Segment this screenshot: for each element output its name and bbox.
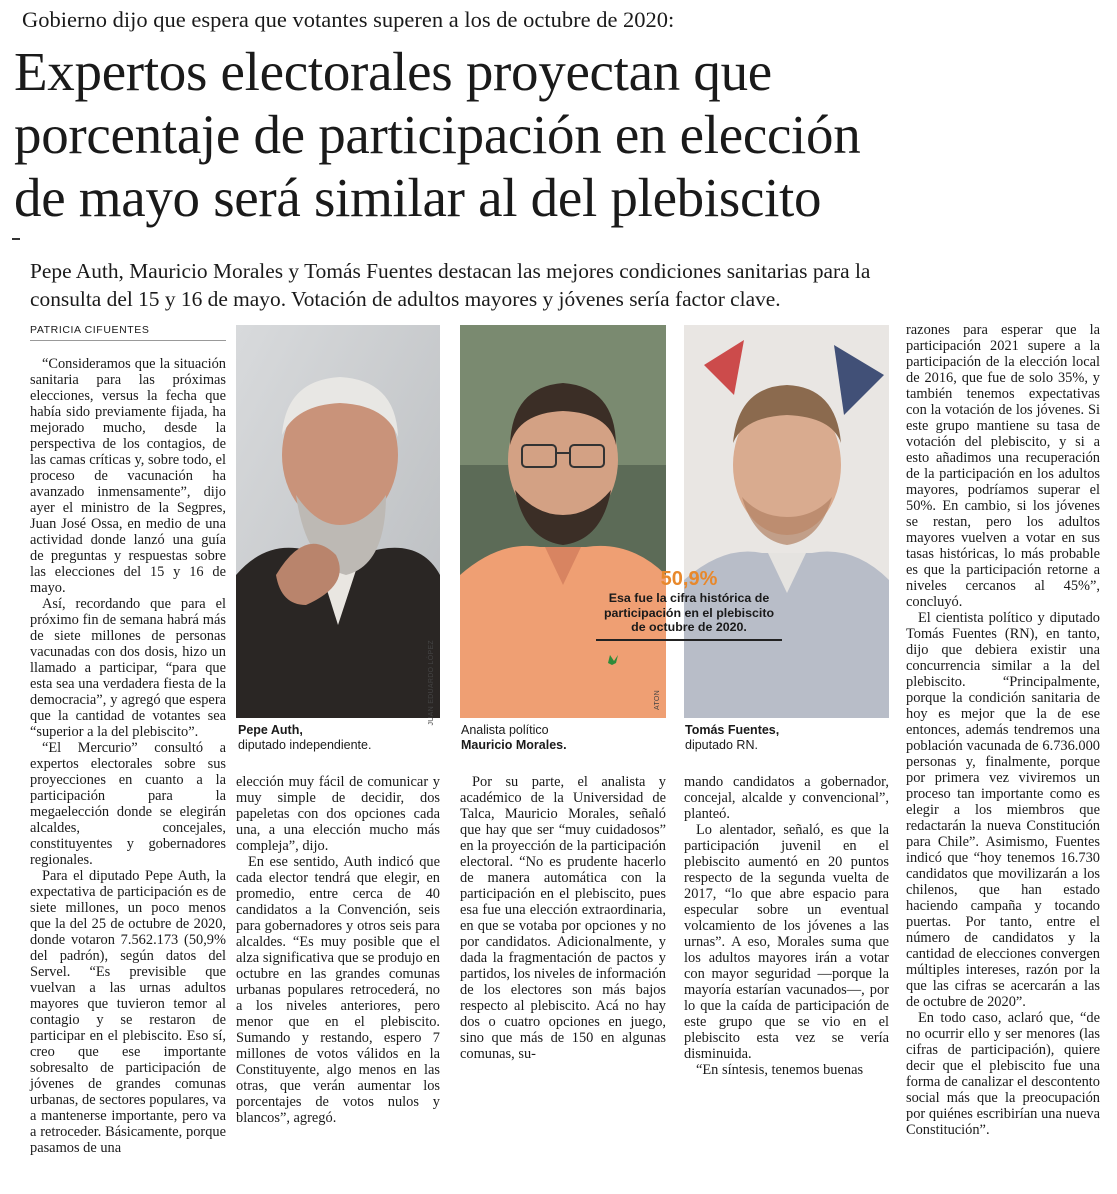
headline-line: de mayo será similar al del plebiscito (14, 167, 822, 228)
photo-credit: ATON (654, 690, 661, 710)
caption-name: Pepe Auth, (238, 723, 303, 737)
photo-credit: JUAN EDUARDO LÓPEZ (428, 640, 435, 726)
photo-mauricio-morales (460, 325, 666, 718)
headline-line: Expertos electorales proyectan que (14, 41, 772, 102)
photo-tomas-fuentes (684, 325, 889, 718)
article-kicker: Gobierno dijo que espera que votantes superen a los de octubre de 2020: (22, 7, 675, 32)
paragraph: razones para esperar que la participación 2021 supere a la participación de la elección local de 2016, que fue de solo 35%, y también tenemos expectativas con la votación de los jóvenes. Si este grupo mantiene su tasa de votación del plebiscito, y si a esto añadimos una recuperación de la participación en los adultos mayores, podríamos superar el 50%. En cambio, si los jóvenes se restan, pero los adultos mayores vuelven a votar en sus tasas históricas, lo más probable es que la participación retorne a niveles cercanos al 45%”, concluyó. (906, 322, 1100, 610)
caption-pepe-auth (238, 723, 438, 753)
decorative-tick (12, 238, 20, 240)
paragraph: Lo alentador, señaló, es que la participación juvenil en el plebiscito aumentó en 20 puntos respecto de la segunda vuelta de 2017, “lo que abre espacio para especular sobre un eventual volcamiento de los jóvenes a las urnas”. A eso, Morales suma que los adultos mayores irán a votar con mayor seguridad —porque la mayoría estarían vacunados—, por lo que la caída de participación de este grupo que se vio en el plebiscito esta vez se vería disminuida. (684, 822, 889, 1062)
callout-number: 50,9% (660, 568, 718, 590)
deck (30, 257, 1100, 313)
paragraph: elección muy fácil de comunicar y muy simple de decidir, dos papeletas con dos opciones cada una, a una elección mucho más compleja”, dijo. (236, 774, 440, 854)
caption-name: Mauricio Morales. (461, 738, 567, 752)
paragraph: mando candidatos a gobernador, concejal, alcalde y convencional”, planteó. (684, 774, 889, 822)
caption-mauricio-morales (461, 723, 661, 753)
text-column-3 (460, 774, 666, 1062)
callout-text: Esa fue la cifra histórica de participación en el plebiscito de octubre de 2020. (603, 591, 775, 634)
callout-box (596, 567, 782, 641)
paragraph: Así, recordando que para el próximo fin de semana habrá más de siete millones de personas vacunadas con dos dosis, hizo un llamado a participar, “para que esta sea una verdadera fiesta de la democracia”, y agregó que espera que la cantidad de votantes sea “superior a la del plebiscito”. (30, 596, 226, 740)
headline-line: porcentaje de participación en elección (14, 104, 861, 165)
paragraph: El cientista político y diputado Tomás Fuentes (RN), en tanto, dijo que debiera existir una concurrencia similar a la del plebiscito. “Principalmente, porque la condición sanitaria de hoy es mejor que la de ese entonces, además tendremos una población vacunada de 6.736.000 personas y, finalmente, porque por primera vez viviremos un proceso tan importante como es elegir a los miembros que redactarán la nueva Constitución para Chile”. Asimismo, Fuentes indicó que “hoy tenemos 16.730 candidatos que movilizarán a los chilenos, que han estado haciendo campaña y tocando puertas. Por tanto, entre el número de candidatos y la cantidad de elecciones convergen múltiples intereses, razón por la que las cifras se acercarán a las de octubre de 2020”. (906, 610, 1100, 1010)
paragraph: Por su parte, el analista y académico de la Universidad de Talca, Mauricio Morales, señaló que hay que ser “muy cuidadosos” en la proyección de la participación electoral. “No es prudente hacerlo de manera automática con la participación en el plebiscito, pues esa fue una elección extraordinaria, en que se votaba por opciones y no por candidatos. Adicionalmente, y dada la fragmentación de pactos y partidos, los niveles de información de los electores son más bajos respecto al plebiscito. Acá no hay dos o cuatro opciones en juego, sino que más de 150 en algunas comunas, su- (460, 774, 666, 1062)
deck-line: consulta del 15 y 16 de mayo. Votación de adultos mayores y jóvenes sería factor clave. (30, 287, 781, 311)
text-column-5 (906, 322, 1100, 1138)
caption-role: Analista político (461, 723, 549, 737)
deck-line: Pepe Auth, Mauricio Morales y Tomás Fuentes destacan las mejores condiciones sanitarias para la (30, 259, 871, 283)
caption-role: diputado independiente. (238, 738, 372, 752)
paragraph: “Consideramos que la situación sanitaria para las próximas elecciones, versus la fecha que había sido previamente fijada, ha mejorado mucho, desde la perspectiva de los contagios, de las camas críticas y, sobre todo, el proceso de vacunación ha avanzado inmensamente”, dijo ayer el ministro de la Segpres, Juan José Ossa, en medio de una actividad donde lanzó una guía de preguntas y respuestas sobre las elecciones del 15 y 16 de mayo. (30, 356, 226, 596)
byline-rule (30, 340, 226, 341)
caption-tomas-fuentes (685, 723, 885, 753)
paragraph: “El Mercurio” consultó a expertos electorales sobre sus proyecciones en cuanto a la participación para la megaelección donde se elegirán alcaldes, concejales, constituyentes y gobernadores regionales. (30, 740, 226, 868)
text-column-1 (30, 356, 226, 1156)
caption-role: diputado RN. (685, 738, 758, 752)
paragraph: En todo caso, aclaró que, “de no ocurrir ello y ser menores (las cifras de participación), quiere decir que el plebiscito fue una forma de canalizar el descontento social más que la preocupación por quiénes escribirían una nueva Constitución”. (906, 1010, 1100, 1138)
paragraph: Para el diputado Pepe Auth, la expectativa de participación es de siete millones, un poco menos que la del 25 de octubre de 2020, donde votaron 7.562.173 (50,9% del padrón), según datos del Servel. “Es previsible que vuelvan a las urnas adultos mayores que tuvieron temor al contagio y se restaron de participar en el plebiscito. Eso sí, creo que ese importante sobresalto de participación de jóvenes de grandes comunas urbanas, de sectores populares, va a mantenerse importante, pero va a retroceder. Básicamente, porque pasamos de una (30, 868, 226, 1156)
caption-name: Tomás Fuentes, (685, 723, 780, 737)
headline (14, 40, 1104, 229)
text-column-2 (236, 774, 440, 1126)
paragraph: En ese sentido, Auth indicó que cada elector tendrá que elegir, en promedio, entre cerca de 40 candidatos a la Convención, seis para gobernadores y otros seis para alcaldes. “Es muy posible que el alza significativa que se produjo en octubre en las grandes comunas urbanas populares retrocederá, no a los niveles anteriores, pero menor que en el plebiscito. Sumando y restando, espero 7 millones de votos válidos en la Constituyente, algo menos en las otras, que verán aumentar los porcentajes de votos nulos y blancos”, agregó. (236, 854, 440, 1126)
paragraph: “En síntesis, tenemos buenas (696, 1062, 864, 1078)
byline: PATRICIA CIFUENTES (30, 324, 150, 336)
text-column-4 (684, 774, 889, 1078)
photo-pepe-auth (236, 325, 440, 718)
